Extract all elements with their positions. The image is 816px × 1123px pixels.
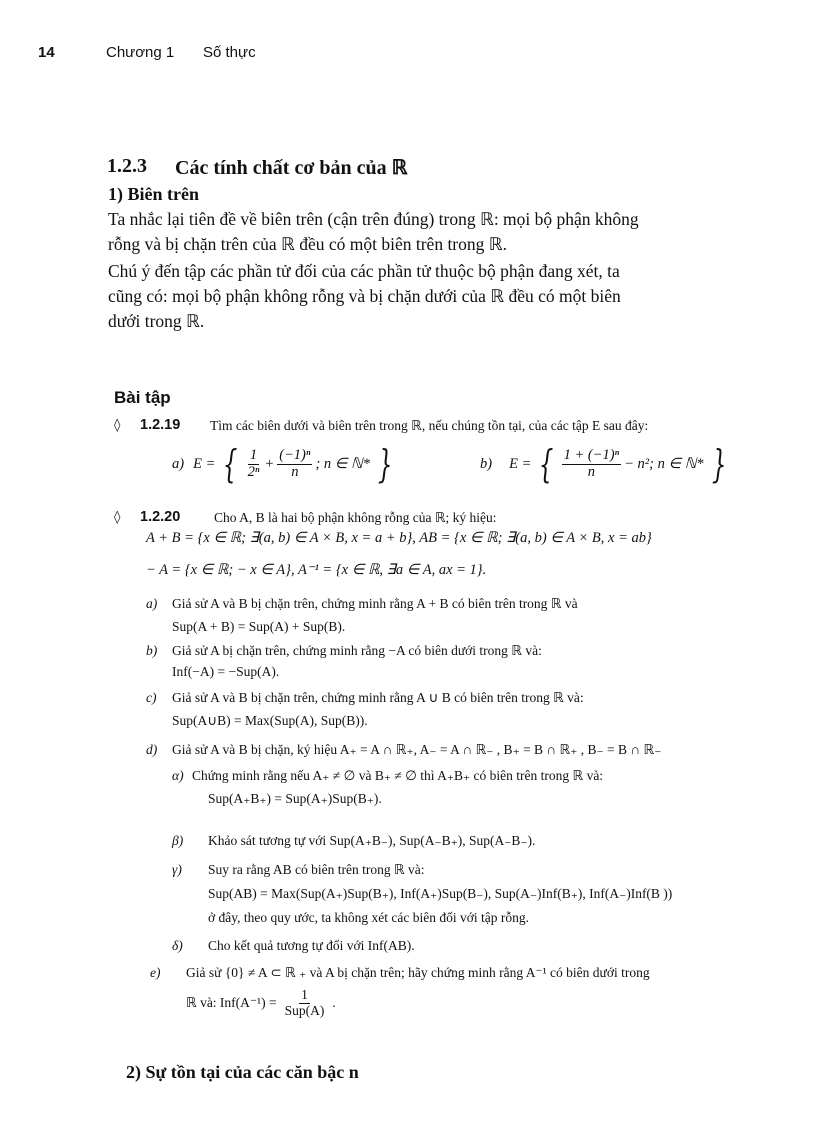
formula-lhs: E = — [193, 455, 216, 472]
brace-left: { — [539, 442, 554, 486]
section-title: Các tính chất cơ bản của ℝ — [175, 157, 408, 179]
item-label: δ) — [172, 938, 183, 953]
item-label: a) — [146, 596, 158, 611]
exercise-text: Tìm các biên dưới và biên trên trong ℝ, nếu chúng tồn tại, của các tập E sau đây: — [210, 418, 649, 433]
formula-b — [480, 442, 731, 486]
item-label: a) — [172, 455, 185, 472]
item-label: γ) — [172, 862, 182, 877]
item-formula — [186, 988, 336, 1019]
paragraph-line: Ta nhắc lại tiên đề về biên trên (cận trên đúng) trong ℝ: mọi bộ phận không — [108, 209, 639, 229]
brace-right: } — [377, 442, 393, 486]
exercise-number: 1.2.20 — [140, 509, 181, 525]
fraction: $\frac{\text{(−1)ⁿ}}{n}$ — [279, 446, 311, 480]
section-number: 1.2.3 — [107, 155, 147, 177]
exercise-number: 1.2.19 — [140, 417, 181, 433]
item-formula: Sup(AB) = Max(Sup(A₊)Sup(B₊), Inf(A₊)Sup(B₋), Sup(A₋)Inf(B₊), Inf(A₋)Inf(B )) — [208, 886, 673, 901]
bullet-diamond-icon: ◊ — [114, 418, 121, 433]
item-text: Giả sử A và B bị chặn trên, chứng minh rằng A + B có biên trên trong ℝ và — [172, 596, 578, 611]
formula-a — [172, 442, 397, 486]
fraction: $\frac{\text{1 + (−1)ⁿ}}{n}$ — [563, 446, 620, 480]
item-text: Suy ra rằng AB có biên trên trong ℝ và: — [208, 862, 425, 877]
item-text: Chứng minh rằng nếu A₊ ≠ ∅ và B₊ ≠ ∅ thì A₊B₊ có biên trên trong ℝ và: — [192, 768, 604, 783]
item-label: b) — [146, 643, 158, 658]
fraction: $\frac{1}{\text{2ⁿ}}$ — [247, 446, 260, 480]
item-text: Khảo sát tương tự với Sup(A₊B₋), Sup(A₋B₊), Sup(A₋B₋). — [208, 833, 536, 848]
item-text: Cho kết quả tương tự đối với Inf(AB). — [208, 938, 415, 953]
item-formula: Sup(A + B) = Sup(A) + Sup(B). — [172, 619, 346, 634]
paragraph-line: Chú ý đến tập các phần tử đối của các phần tử thuộc bộ phận đang xét, ta — [108, 261, 620, 281]
subsection-title: 2) Sự tồn tại của các căn bậc n — [126, 1062, 359, 1082]
item-formula: Sup(A₊B₊) = Sup(A₊)Sup(B₊). — [208, 791, 382, 806]
item-text: Giả sử A và B bị chặn, ký hiệu A₊ = A ∩ ℝ₊, A₋ = A ∩ ℝ₋ , B₊ = B ∩ ℝ₊ , B₋ = B ∩ ℝ₋ — [172, 742, 662, 757]
item-label: β) — [172, 833, 184, 848]
item-label: α) — [172, 768, 184, 783]
brace-left: { — [223, 442, 238, 486]
item-label: c) — [146, 690, 157, 705]
exercise-text: Cho A, B là hai bộ phận không rỗng của ℝ; ký hiệu: — [214, 510, 497, 525]
brace-right: } — [711, 442, 726, 486]
chapter-title: Số thực — [203, 44, 256, 61]
item-label: e) — [150, 965, 161, 980]
formula-rest: − n²; n ∈ ℕ* — [624, 455, 704, 472]
item-label: d) — [146, 742, 158, 757]
plus: + — [264, 455, 275, 472]
formula-cond: ; n ∈ ℕ* — [315, 455, 370, 472]
exercises-heading: Bài tập — [114, 388, 171, 407]
item-text: ở đây, theo quy ước, ta không xét các biên đối với tập rỗng. — [208, 910, 530, 925]
subsection-title: 1) Biên trên — [108, 184, 199, 204]
item-text: Giả sử {0} ≠ A ⊂ ℝ ₊ và A bị chặn trên; hãy chứng minh rằng A⁻¹ có biên dưới trong — [186, 965, 650, 980]
item-label: b) — [480, 455, 493, 472]
item-text: Giả sử A bị chặn trên, chứng minh rằng −A có biên dưới trong ℝ và: — [172, 643, 542, 658]
formula-lhs: E = — [509, 455, 532, 472]
page-number: 14 — [38, 44, 55, 61]
definition-line: A + B = {x ∈ ℝ; ∃(a, b) ∈ A × B, x = a + b}, AB = {x ∈ ℝ; ∃(a, b) ∈ A × B, x = ab} — [146, 530, 652, 546]
paragraph-line: dưới trong ℝ. — [108, 311, 205, 331]
formula-end: . — [332, 995, 336, 1011]
paragraph-line: cũng có: mọi bộ phận không rỗng và bị chặn dưới của ℝ đều có một biên — [108, 286, 621, 306]
item-formula: Inf(−A) = −Sup(A). — [172, 664, 280, 679]
item-text: Giả sử A và B bị chặn trên, chứng minh rằng A ∪ B có biên trên trong ℝ và: — [172, 690, 584, 705]
fraction: $\frac{1}{\text{Sup(A)}}$ — [284, 987, 325, 1018]
bullet-diamond-icon: ◊ — [114, 510, 121, 525]
paragraph-line: rỗng và bị chặn trên của ℝ đều có một biên trên trong ℝ. — [108, 234, 507, 254]
formula-lhs: ℝ và: Inf(A⁻¹) = — [186, 995, 277, 1011]
definition-line: − A = {x ∈ ℝ; − x ∈ A}, A⁻¹ = {x ∈ ℝ, ∃a ∈ A, ax = 1}. — [146, 562, 487, 578]
chapter-label: Chương 1 — [106, 44, 175, 61]
item-formula: Sup(A∪B) = Max(Sup(A), Sup(B)). — [172, 713, 368, 728]
